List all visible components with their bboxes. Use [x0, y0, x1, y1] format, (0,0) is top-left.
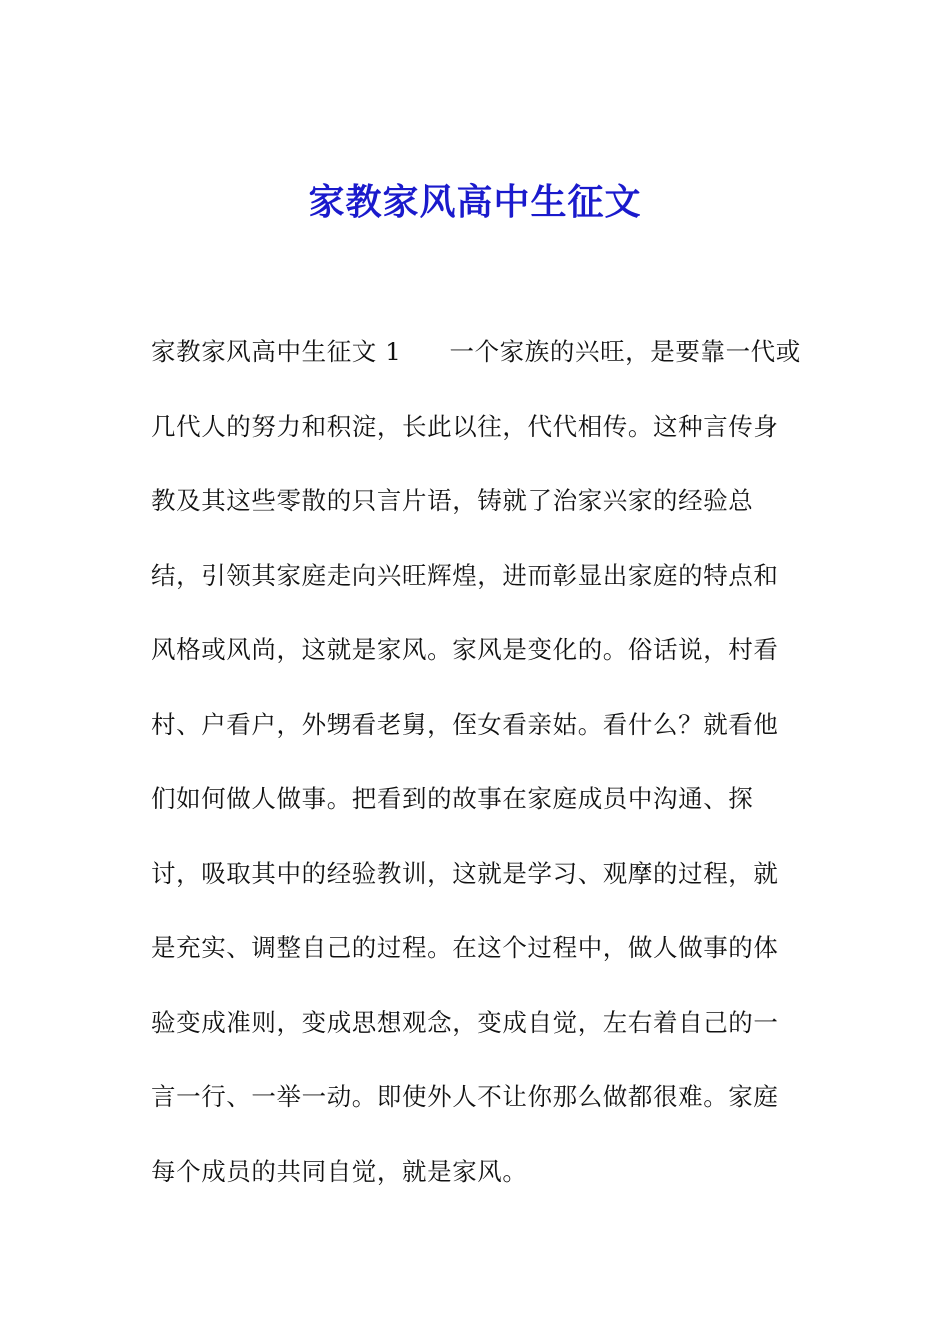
- body-line: 每个成员的共同自觉，就是家风。: [151, 1156, 528, 1186]
- body-line: 们如何做人做事。把看到的故事在家庭成员中沟通、探: [151, 784, 754, 813]
- body-line: 教及其这些零散的只言片语，铸就了治家兴家的经验总: [151, 486, 754, 515]
- body-line: 讨，吸取其中的经验教训，这就是学习、观摩的过程，就: [151, 858, 779, 888]
- body-line: 验变成准则，变成思想观念，变成自觉，左右着自己的一: [151, 1007, 779, 1037]
- body-line: 几代人的努力和积淀，长此以往，代代相传。这种言传身: [151, 411, 779, 441]
- document-title: 家教家风高中生征文: [308, 181, 642, 223]
- body-line: 风格或风尚，这就是家风。家风是变化的。俗话说，村看: [151, 635, 779, 664]
- first-line-text: 一个家族的兴旺，是要靠一代或: [449, 337, 801, 366]
- body-line: 是充实、调整自己的过程。在这个过程中，做人做事的体: [151, 933, 779, 962]
- body-line: 言一行、一举一动。即使外人不让你那么做都很难。家庭: [151, 1082, 779, 1111]
- body-line: 村、户看户，外甥看老舅，侄女看亲姑。看什么？就看他: [151, 709, 779, 739]
- section-label: 家教家风高中生征文 1: [151, 337, 402, 366]
- body-line: 结，引领其家庭走向兴旺辉煌，进而彰显出家庭的特点和: [151, 560, 779, 590]
- body-line-1: [151, 328, 831, 403]
- document-body: [151, 328, 831, 1222]
